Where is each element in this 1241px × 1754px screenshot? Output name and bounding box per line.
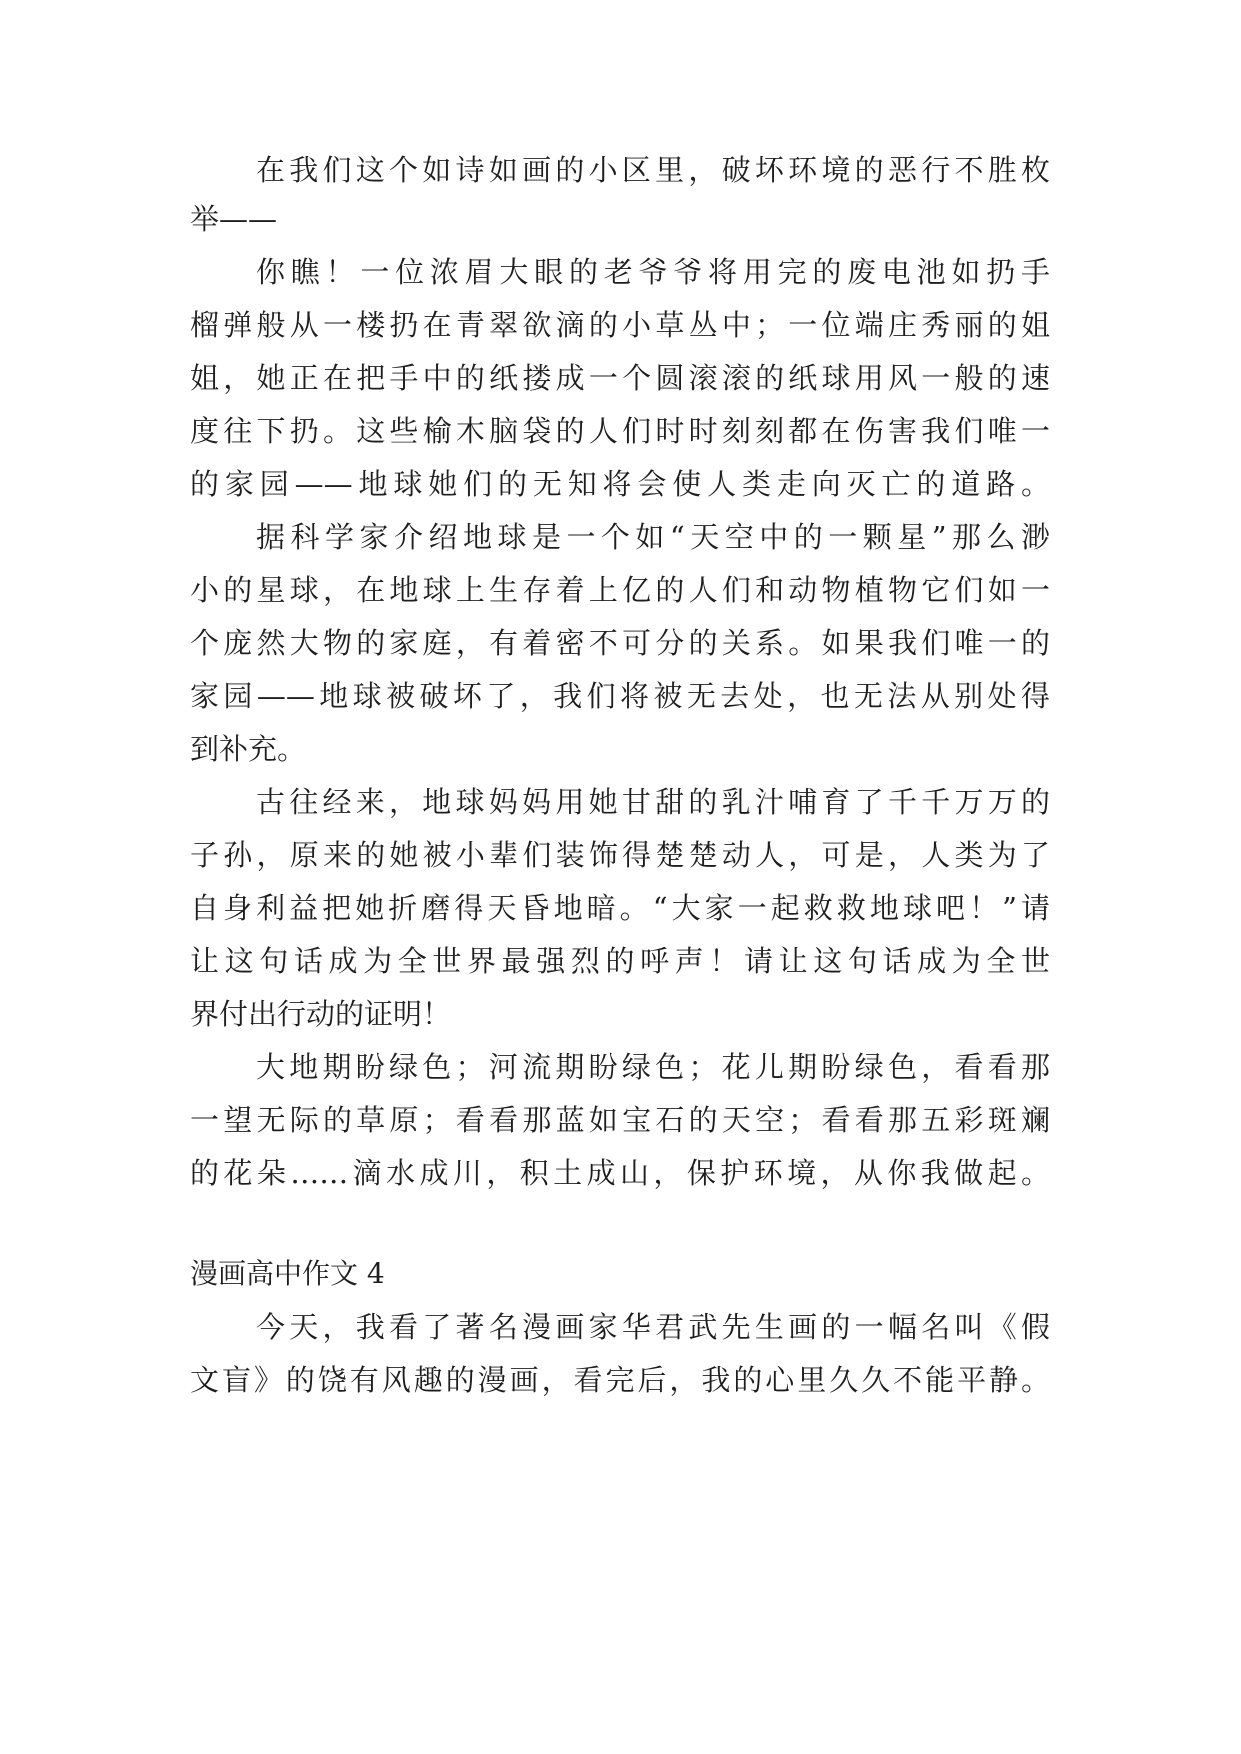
text-line: 一望无际的草原；看看那蓝如宝石的天空；看看那五彩斑斓 [190, 1103, 1050, 1137]
text-line: 让这句话成为全世界最强烈的呼声！请让这句话成为全世 [190, 944, 1050, 978]
text-line: 的家园——地球她们的无知将会使人类走向灭亡的道路。 [190, 467, 1050, 501]
text-line: 小的星球，在地球上生存着上亿的人们和动物植物它们如一 [190, 573, 1050, 607]
text-line: 今天，我看了著名漫画家华君武先生画的一幅名叫《假 [256, 1310, 1050, 1344]
text-line: 度往下扔。这些榆木脑袋的人们时时刻刻都在伤害我们唯一 [190, 414, 1050, 448]
text-line: 自身利益把她折磨得天昏地暗。“大家一起救救地球吧！”请 [190, 891, 1050, 925]
text-line: 文盲》的饶有风趣的漫画，看完后，我的心里久久不能平静。 [190, 1363, 1050, 1397]
text-line: 姐，她正在把手中的纸搂成一个圆滚滚的纸球用风一般的速 [190, 361, 1050, 395]
text-line: 的花朵……滴水成川，积土成山，保护环境，从你我做起。 [190, 1156, 1050, 1190]
text-line: 你瞧！一位浓眉大眼的老爷爷将用完的废电池如扔手 [256, 255, 1050, 289]
text-line: 大地期盼绿色；河流期盼绿色；花儿期盼绿色，看看那 [256, 1050, 1050, 1084]
text-line: 据科学家介绍地球是一个如“天空中的一颗星”那么渺 [256, 520, 1050, 554]
text-line: 子孙，原来的她被小辈们装饰得楚楚动人，可是，人类为了 [190, 838, 1050, 872]
text-line: 在我们这个如诗如画的小区里，破坏环境的恶行不胜枚 [256, 153, 1050, 187]
text-line: 个庞然大物的家庭，有着密不可分的关系。如果我们唯一的 [190, 626, 1050, 660]
text-line: 榴弹般从一楼扔在青翠欲滴的小草丛中；一位端庄秀丽的姐 [190, 308, 1050, 342]
text-line: 古往经来，地球妈妈用她甘甜的乳汁哺育了千千万万的 [256, 785, 1050, 819]
text-line: 到补充。 [190, 732, 307, 766]
section-title: 漫画高中作文 4 [190, 1257, 385, 1290]
text-line: 家园——地球被破坏了，我们将被无去处，也无法从别处得 [190, 679, 1050, 713]
text-line: 界付出行动的证明！ [190, 997, 452, 1031]
text-line: 举—— [190, 202, 278, 236]
